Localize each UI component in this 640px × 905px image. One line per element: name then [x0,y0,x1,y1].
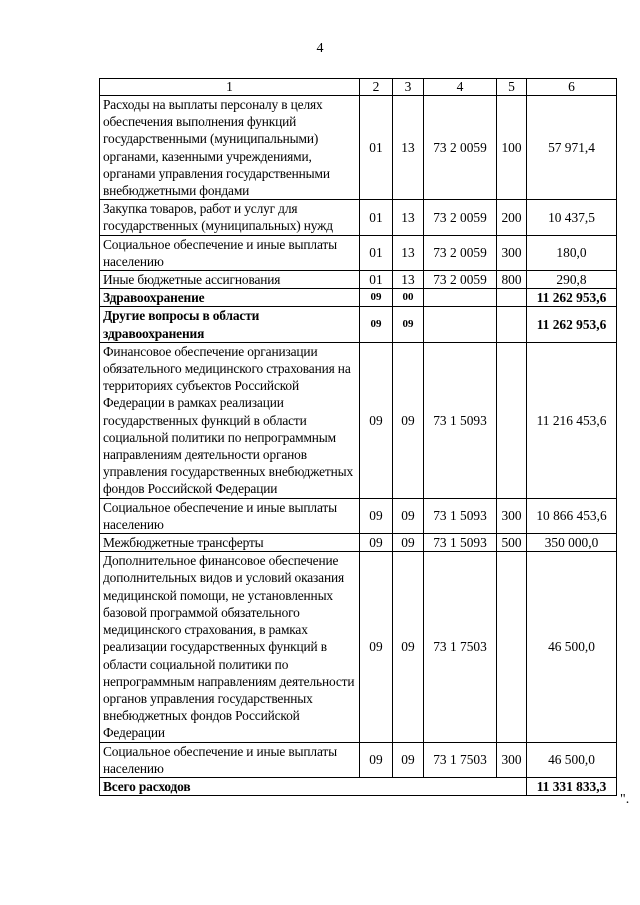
row-expense-type-code [497,307,527,342]
row-expense-type-code: 300 [497,498,527,533]
row-section-code: 01 [360,200,393,235]
table-header-row [100,79,617,96]
row-subsection-code: 13 [393,271,424,289]
row-target-code: 73 1 7503 [424,552,497,742]
row-amount: 290,8 [527,271,617,289]
row-target-code [424,289,497,307]
row-section-code: 09 [360,534,393,552]
header-cell-3: 3 [393,79,424,96]
row-amount: 350 000,0 [527,534,617,552]
row-target-code: 73 1 5093 [424,498,497,533]
row-target-code: 73 2 0059 [424,200,497,235]
page-number: 4 [316,41,324,56]
table-row [100,289,617,307]
table-row [100,534,617,552]
row-subsection-code: 13 [393,96,424,200]
header-cell-2: 2 [360,79,393,96]
row-amount: 46 500,0 [527,552,617,742]
row-section-code: 09 [360,342,393,498]
row-subsection-code: 13 [393,235,424,270]
row-target-code: 73 1 5093 [424,534,497,552]
row-subsection-code: 09 [393,534,424,552]
row-amount: 10 437,5 [527,200,617,235]
header-cell-6: 6 [527,79,617,96]
expenditure-table [99,78,617,796]
table-row [100,342,617,498]
table-row [100,96,617,200]
row-expense-type-code: 500 [497,534,527,552]
header-cell-4: 4 [424,79,497,96]
row-expense-type-code: 200 [497,200,527,235]
row-target-code: 73 1 7503 [424,742,497,777]
row-expense-type-code [497,552,527,742]
row-name: Другие вопросы в области здравоохранения [100,307,360,342]
row-section-code: 09 [360,307,393,342]
row-section-code: 01 [360,235,393,270]
table-row [100,742,617,777]
row-subsection-code: 09 [393,307,424,342]
row-subsection-code: 09 [393,552,424,742]
row-amount: 11 262 953,6 [527,289,617,307]
row-subsection-code: 09 [393,498,424,533]
row-expense-type-code [497,289,527,307]
row-amount: 180,0 [527,235,617,270]
row-name: Финансовое обеспечение организации обязательного медицинского страхования на территориях субъектов Российской Федерации в рамках реализации государственных функций в области социальной политики по непрограммным направлениям деятельности органов управления государственных внебюджетных фондов Российской Федерации [100,342,360,498]
row-target-code: 73 1 5093 [424,342,497,498]
table-row [100,498,617,533]
row-expense-type-code: 800 [497,271,527,289]
row-target-code: 73 2 0059 [424,271,497,289]
row-section-code: 01 [360,271,393,289]
row-expense-type-code [497,342,527,498]
row-name: Иные бюджетные ассигнования [100,271,360,289]
table-row [100,271,617,289]
row-target-code: 73 2 0059 [424,96,497,200]
row-subsection-code: 13 [393,200,424,235]
row-name: Межбюджетные трансферты [100,534,360,552]
row-expense-type-code: 100 [497,96,527,200]
table-row [100,235,617,270]
row-target-code [424,307,497,342]
row-name: Расходы на выплаты персоналу в целях обеспечения выполнения функций государственными (муниципальными) органами, казенными учреждениями, органами управления государственными внебюджетными фондами [100,96,360,200]
table-row [100,552,617,742]
row-section-code: 09 [360,289,393,307]
row-amount: 11 262 953,6 [527,307,617,342]
header-cell-5: 5 [497,79,527,96]
row-name: Дополнительное финансовое обеспечение дополнительных видов и условий оказания медицинской помощи, не установленных базовой программой обязательного медицинского страхования, в рамках реализации государственных функций в области социальной политики по непрограммным направлениям деятельности органов управления государственных внебюджетных фондов Российской Федерации [100,552,360,742]
table-row [100,307,617,342]
total-amount: 11 331 833,3 [527,777,617,795]
table-body [100,79,617,796]
row-amount: 57 971,4 [527,96,617,200]
row-section-code: 09 [360,742,393,777]
row-name: Социальное обеспечение и иные выплаты населению [100,235,360,270]
row-section-code: 09 [360,498,393,533]
row-target-code: 73 2 0059 [424,235,497,270]
table-row [100,200,617,235]
total-row [100,777,617,795]
row-subsection-code: 09 [393,742,424,777]
row-name: Здравоохранение [100,289,360,307]
row-amount: 11 216 453,6 [527,342,617,498]
row-name: Социальное обеспечение и иные выплаты населению [100,498,360,533]
row-name: Социальное обеспечение и иные выплаты населению [100,742,360,777]
row-name: Закупка товаров, работ и услуг для государственных (муниципальных) нужд [100,200,360,235]
row-expense-type-code: 300 [497,742,527,777]
row-amount: 46 500,0 [527,742,617,777]
row-subsection-code: 00 [393,289,424,307]
row-expense-type-code: 300 [497,235,527,270]
header-cell-1: 1 [100,79,360,96]
row-amount: 10 866 453,6 [527,498,617,533]
row-subsection-code: 09 [393,342,424,498]
row-section-code: 09 [360,552,393,742]
total-label: Всего расходов [100,777,527,795]
row-section-code: 01 [360,96,393,200]
closing-quote-mark: ". [620,792,630,807]
